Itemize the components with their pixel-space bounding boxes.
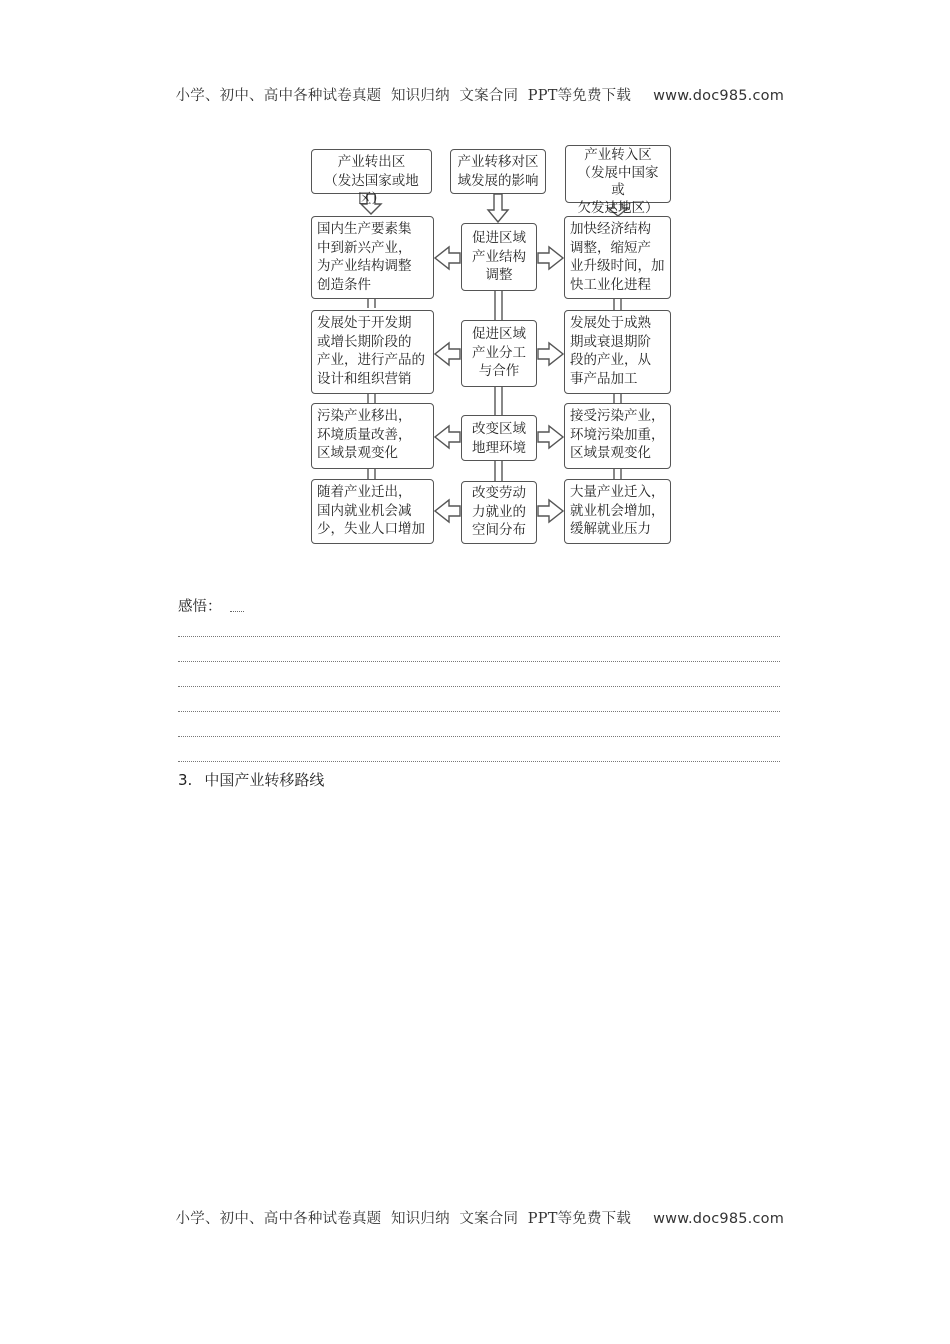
box-row4-left: 随着产业迁出， 国内就业机会减 少，失业人口增加	[311, 479, 434, 544]
box-row2-right: 发展处于成熟 期或衰退期阶 段的产业，从 事产品加工	[564, 310, 671, 394]
arrow-left-row3	[435, 426, 460, 448]
box-row2-left: 发展处于开发期 或增长期阶段的 产业，进行产品的 设计和组织营销	[311, 310, 434, 394]
box-row3-right: 接受污染产业， 环境污染加重， 区域景观变化	[564, 403, 671, 469]
answer-line[interactable]	[178, 761, 780, 762]
section-number: 3.	[178, 771, 193, 789]
box-row2-center: 促进区域 产业分工 与合作	[461, 320, 537, 387]
arrow-right-row1	[538, 247, 563, 269]
reflection-label: 感悟：	[178, 599, 222, 615]
arrow-left-row4	[435, 500, 460, 522]
box-row1-right: 加快经济结构 调整，缩短产 业升级时间，加 快工业化进程	[564, 216, 671, 299]
answer-line[interactable]	[178, 736, 780, 737]
box-row3-left: 污染产业移出， 环境质量改善， 区域景观变化	[311, 403, 434, 469]
footer-text: 小学、初中、高中各种试卷真题 知识归纳 文案合同 PPT等免费下载	[175, 1211, 632, 1227]
header-url[interactable]: www.doc985.com	[653, 88, 785, 104]
box-row1-left: 国内生产要素集 中到新兴产业， 为产业结构调整 创造条件	[311, 216, 434, 299]
box-transfer-in-region: 产业转入区 （发展中国家或 欠发达地区）	[565, 145, 671, 203]
answer-line[interactable]	[178, 711, 780, 712]
section-heading	[178, 769, 324, 790]
answer-line[interactable]	[178, 661, 780, 662]
arrow-right-row2	[538, 343, 563, 365]
section-title: 中国产业转移路线	[204, 771, 325, 789]
answer-line[interactable]	[178, 686, 780, 687]
header-text: 小学、初中、高中各种试卷真题 知识归纳 文案合同 PPT等免费下载	[175, 88, 632, 104]
arrow-down-center	[488, 194, 508, 222]
box-row4-center: 改变劳动 力就业的 空间分布	[461, 481, 537, 544]
box-row1-center: 促进区域 产业结构 调整	[461, 223, 537, 291]
box-row4-right: 大量产业迁入， 就业机会增加， 缓解就业压力	[564, 479, 671, 544]
arrow-right-row3	[538, 426, 563, 448]
reflection-blank[interactable]	[230, 611, 244, 612]
arrow-left-row2	[435, 343, 460, 365]
box-row3-center: 改变区域 地理环境	[461, 415, 537, 461]
footer-url[interactable]: www.doc985.com	[653, 1211, 785, 1227]
box-impact-title: 产业转移对区 域发展的影响	[450, 149, 546, 194]
page-footer	[0, 1191, 950, 1228]
box-transfer-out-region: 产业转出区 （发达国家或地区）	[311, 149, 432, 194]
arrow-left-row1	[435, 247, 460, 269]
answer-line[interactable]	[178, 636, 780, 637]
arrow-right-row4	[538, 500, 563, 522]
